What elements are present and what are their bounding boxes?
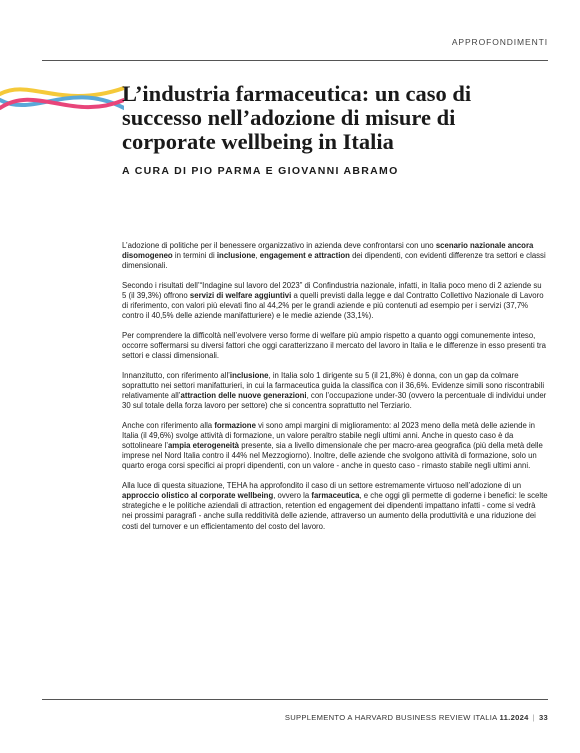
text-run: Alla luce di questa situazione, TEHA ha approfondito il caso di un settore estremamente virtuoso nell’adozione di un — [122, 480, 522, 490]
body-paragraph — [122, 481, 548, 532]
bold-text: inclusione — [229, 370, 269, 380]
bold-text: approccio olistico al corporate wellbeing — [122, 491, 274, 500]
text-run: L’adozione di politiche per il benessere organizzativo in azienda deve confrontarsi con uno — [122, 241, 436, 250]
text-run: presente, sia a livello dimensionale che per macro-area geografica (più della metà delle imprese nel Nord Italia contro il 44% nel Mezzogiorno). Inoltre, delle aziende che svolgono attività di formazione, solo un quarto eroga corsi specifici ai propri dipendenti, con un valore - anche in questo caso - rimasto stabile negli ultimi anni. — [122, 441, 543, 471]
body-paragraph — [122, 371, 548, 412]
footer-issue-date: 11.2024 — [499, 713, 529, 722]
bold-text: formazione — [214, 420, 256, 430]
text-run: , e che oggi gli permette di goderne i benefici: le scelte strategiche e le politiche aziendali di attraction, retention ed engagement dei dipendenti impattano infatti - come si vedrà nei prossimi paragrafi - anche sulla redditività delle aziende, attraverso un aumento della produttività e una riduzione dei costi del turnover e un efficientamento del costo del lavoro. — [122, 491, 548, 531]
bold-text: inclusione — [216, 251, 256, 261]
page-footer — [285, 713, 548, 722]
article-body — [122, 241, 548, 541]
bold-text: farmaceutica — [311, 491, 360, 500]
footer-divider — [42, 699, 548, 700]
text-run: dei dipendenti, con evidenti differenze tra settori e classi dimensionali. — [122, 251, 546, 271]
bold-text: ampia eterogeneità — [167, 441, 240, 450]
article-byline: A CURA DI PIO PARMA E GIOVANNI ABRAMO — [122, 165, 399, 177]
text-run: , ovvero la — [273, 491, 312, 500]
footer-publication: SUPPLEMENTO A HARVARD BUSINESS REVIEW ITALIA — [284, 713, 498, 722]
text-run: Anche con riferimento alla — [122, 420, 215, 430]
decorative-ribbon-icon — [0, 78, 124, 128]
text-run: Innanzitutto, con riferimento all’ — [122, 370, 230, 380]
text-run: a quelli previsti dalla legge e dal Contratto Collettivo Nazionale di Lavoro di riferimento, con valori più elevati fino al 44,2% per le grandi aziende e più contenuti ad esempio per i servizi (37,7% contro il 40,5% delle aziende manifatturiere) e le medie aziende (33,1%). — [122, 291, 544, 321]
body-paragraph — [122, 281, 548, 322]
bold-text: attraction delle nuove generazioni — [180, 391, 307, 400]
text-run: Per comprendere la difficoltà nell’evolvere verso forme di welfare più ampio rispetto a quanto oggi comunemente inteso, occorre soffermarsi su diversi fattori che oggi caratterizzano il mercato del lavoro in Italia e le differenze in esso presenti tra settori e classi dimensionali. — [122, 330, 546, 361]
body-paragraph — [122, 421, 548, 472]
page-number: 33 — [538, 713, 548, 722]
text-run: in termini di — [172, 251, 217, 261]
text-run: vi sono ampi margini di miglioramento: al 2023 meno della metà delle aziende in Italia (il 49,6%) svolge attività di formazione, un valore peraltro stabile negli ultimi anni. Anche in questo caso è da sottolineare l’ — [122, 420, 536, 450]
footer-separator: | — [532, 713, 535, 722]
body-paragraph — [122, 331, 548, 362]
bold-text: scenario nazionale ancora disomogeneo — [122, 241, 534, 261]
bold-text: servizi di welfare aggiuntivi — [189, 291, 292, 300]
header-divider — [42, 60, 548, 61]
article-title: L’industria farmaceutica: un caso di successo nell’adozione di misure di corporate wellbeing in Italia — [122, 81, 472, 154]
section-label: APPROFONDIMENTI — [451, 37, 548, 47]
body-paragraph — [122, 241, 548, 272]
text-run: , — [255, 251, 260, 261]
bold-text: engagement e attraction — [259, 251, 350, 261]
text-run: Secondo i risultati dell’“Indagine sul lavoro del 2023” di Confindustria nazionale, infatti, in Italia poco meno di 2 aziende su 5 (il 39,3%) offrono — [122, 280, 542, 300]
text-run: , con l’occupazione under-30 (ovvero la percentuale di individui under 30 sul totale della forza lavoro per settore) che si concentra soprattutto nel Terziario. — [122, 391, 547, 411]
text-run: , in Italia solo 1 dirigente su 5 (il 21,8%) è donna, con un gap da colmare soprattutto nei settori manifatturieri, in cui la farmaceutica guida la classifica con il 36,6%. Evidenze simili sono riscontrabili relativamente all’ — [122, 370, 545, 400]
